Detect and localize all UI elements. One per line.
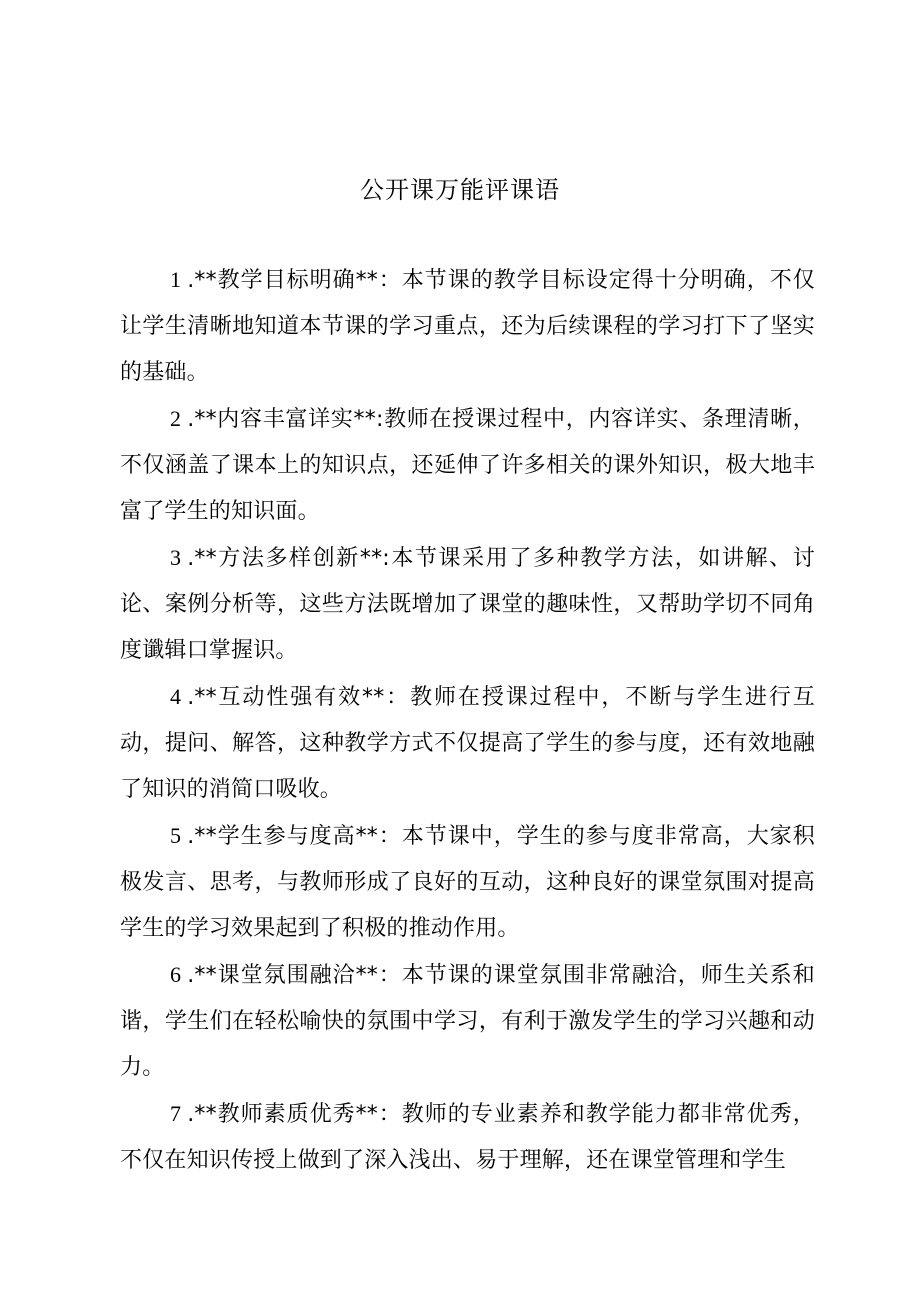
item-text: .**互动性强有效**：教师在授课过程中，不断与学生进行互动，提问、解答，这种教学方式不仅提高了学生的参与度，还有效地融了知识的消简口吸收。 (120, 685, 815, 802)
list-item (120, 952, 815, 1091)
list-item (120, 674, 815, 813)
item-number: 3 (170, 545, 182, 570)
item-number: 6 (170, 962, 182, 987)
document-title: 公开课万能评课语 (360, 176, 560, 204)
item-text: .**教师素质优秀**：教师的专业素养和教学能力都非常优秀，不仅在知识传授上做到了深入浅出、易于理解，还在课堂管理和学生 (120, 1102, 815, 1173)
item-number: 7 (170, 1101, 182, 1126)
item-text: .**学生参与度高**：本节课中，学生的参与度非常高，大家积极发言、思考，与教师形成了良好的互动，这种良好的课堂氛围对提高学生的学习效果起到了积极的推动作用。 (120, 824, 815, 941)
item-number: 1 (170, 267, 182, 292)
list-item (120, 1091, 815, 1184)
document-body (120, 257, 815, 1184)
list-item (120, 396, 815, 535)
item-number: 5 (170, 823, 182, 848)
item-number: 2 (170, 406, 182, 431)
list-item (120, 813, 815, 952)
item-text: .**方法多样创新**:本节课采用了多种教学方法，如讲解、讨论、案例分析等，这些方法既增加了课堂的趣味性，又帮助学切不同角度谶辑口掌握识。 (120, 546, 815, 663)
item-text: .**内容丰富详实**:教师在授课过程中，内容详实、条理清晰，不仅涵盖了课本上的知识点，还延伸了许多相关的课外知识，极大地丰富了学生的知识面。 (120, 407, 815, 524)
item-text: .**教学目标明确**：本节课的教学目标设定得十分明确，不仅让学生清晰地知道本节课的学习重点，还为后续课程的学习打下了坚实的基础。 (120, 268, 815, 385)
item-text: .**课堂氛围融洽**：本节课的课堂氛围非常融洽，师生关系和谐，学生们在轻松喻快的氛围中学习，有利于激发学生的学习兴趣和动力。 (120, 963, 815, 1080)
item-number: 4 (170, 684, 182, 709)
list-item (120, 257, 815, 396)
list-item (120, 535, 815, 674)
